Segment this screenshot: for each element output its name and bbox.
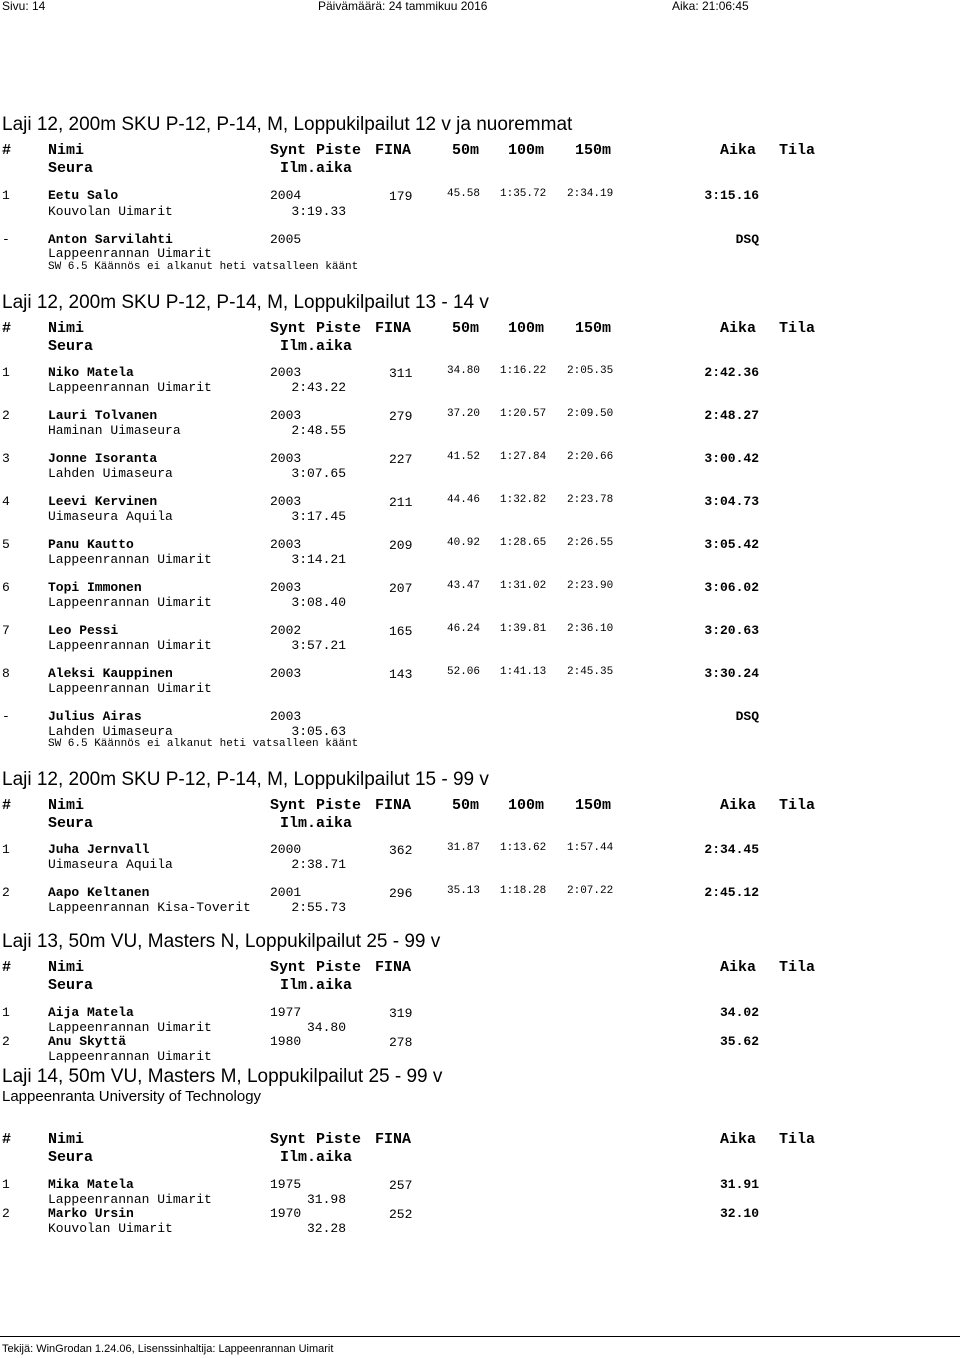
split-100m: 1:16.22 [500,365,547,377]
birth-year: 2003 [270,494,302,509]
fina-points: 227 [389,452,413,467]
col-header-entry-time: Ilm.aika [280,1149,353,1166]
club-name: Uimaseura Aquila [48,857,173,872]
event-subtitle: Lappeenranta University of Technology [2,1088,262,1105]
col-header-club: Seura [48,338,94,355]
swimmer-name: Julius Airas [48,709,142,724]
entry-time: 31.98 [306,1192,346,1207]
disqualified-status: DSQ [735,232,759,247]
fina-points: 209 [389,538,413,553]
club-name: Uimaseura Aquila [48,509,173,524]
event-title: Laji 14, 50m VU, Masters M, Loppukilpailut 25 - 99 v [2,1066,443,1087]
final-time: 35.62 [719,1034,759,1049]
birth-year: 1975 [270,1177,302,1192]
birth-year: 1980 [270,1034,302,1049]
birth-year: 2003 [270,365,302,380]
swimmer-name: Marko Ursin [48,1206,134,1221]
final-time: 2:45.12 [704,885,759,900]
split-150m: 2:45.35 [567,666,614,678]
disqualification-note: SW 6.5 Käännös ei alkanut heti vatsalleen käänt [48,738,359,750]
col-header-entry-time: Ilm.aika [280,338,353,355]
final-time: 3:05.42 [704,537,759,552]
col-header-points: Piste [316,320,362,337]
col-header-time: Aika [720,320,757,337]
footer-divider [0,1336,960,1337]
col-header-status: Tila [779,1131,816,1148]
final-time: 2:48.27 [704,408,759,423]
col-header-status: Tila [779,959,816,976]
col-header-rank: # [2,142,12,159]
swimmer-name: Juha Jernvall [48,842,150,857]
col-header-split-50: 50m [452,142,480,159]
entry-time: 2:55.73 [291,900,346,915]
birth-year: 2004 [270,188,302,203]
split-150m: 2:09.50 [567,408,614,420]
fina-points: 296 [389,886,413,901]
swimmer-name: Niko Matela [48,365,134,380]
split-50m: 34.80 [447,365,481,377]
col-header-rank: # [2,320,12,337]
split-150m: 2:20.66 [567,451,614,463]
entry-time: 3:19.33 [291,204,346,219]
split-100m: 1:18.28 [500,885,547,897]
split-50m: 43.47 [447,580,481,592]
club-name: Kouvolan Uimarit [48,1221,173,1236]
split-100m: 1:41.13 [500,666,547,678]
col-header-year: Synt [270,320,307,337]
entry-time: 2:48.55 [291,423,346,438]
fina-points: 179 [389,189,413,204]
split-100m: 1:13.62 [500,842,547,854]
report-time: Aika: 21:06:45 [672,0,749,13]
result-rank: 1 [2,1177,10,1192]
fina-points: 252 [389,1207,413,1222]
swimmer-name: Aija Matela [48,1005,134,1020]
col-header-rank: # [2,959,12,976]
result-rank: 1 [2,188,10,203]
col-header-entry-time: Ilm.aika [280,160,353,177]
result-rank: 2 [2,1206,10,1221]
result-rank: 8 [2,666,10,681]
club-name: Lappeenrannan Kisa-Toverit [48,900,251,915]
split-50m: 46.24 [447,623,481,635]
split-150m: 2:34.19 [567,188,614,200]
split-150m: 2:26.55 [567,537,614,549]
col-header-year: Synt [270,959,307,976]
col-header-points: Piste [316,959,362,976]
col-header-time: Aika [720,1131,757,1148]
birth-year: 2003 [270,537,302,552]
event-title: Laji 12, 200m SKU P-12, P-14, M, Loppukilpailut 13 - 14 v [2,292,489,313]
col-header-year: Synt [270,142,307,159]
birth-year: 2003 [270,451,302,466]
footer-text: Tekijä: WinGrodan 1.24.06, Lisenssinhaltija: Lappeenrannan Uimarit [2,1343,334,1355]
col-header-split-100: 100m [508,142,545,159]
swimmer-name: Aapo Keltanen [48,885,150,900]
col-header-name: Nimi [48,320,85,337]
col-header-time: Aika [720,797,757,814]
final-time: 3:20.63 [704,623,759,638]
entry-time: 32.28 [306,1221,346,1236]
birth-year: 2005 [270,232,302,247]
col-header-club: Seura [48,1149,94,1166]
col-header-year: Synt [270,797,307,814]
result-rank: 5 [2,537,10,552]
swimmer-name: Jonne Isoranta [48,451,158,466]
fina-points: 207 [389,581,413,596]
swimmer-name: Leevi Kervinen [48,494,158,509]
club-name: Lappeenrannan Uimarit [48,681,212,696]
fina-points: 319 [389,1006,413,1021]
fina-points: 211 [389,495,413,510]
col-header-club: Seura [48,977,94,994]
entry-time: 3:14.21 [291,552,346,567]
club-name: Kouvolan Uimarit [48,204,173,219]
split-100m: 1:28.65 [500,537,547,549]
birth-year: 1977 [270,1005,302,1020]
swimmer-name: Panu Kautto [48,537,134,552]
final-time: 31.91 [719,1177,759,1192]
birth-year: 2003 [270,666,302,681]
event-title: Laji 12, 200m SKU P-12, P-14, M, Loppukilpailut 15 - 99 v [2,769,489,790]
entry-time: 3:17.45 [291,509,346,524]
split-50m: 45.58 [447,188,481,200]
split-50m: 31.87 [447,842,481,854]
swimmer-name: Topi Immonen [48,580,142,595]
col-header-split-50: 50m [452,797,480,814]
result-rank: 6 [2,580,10,595]
final-time: 34.02 [719,1005,759,1020]
result-rank: 2 [2,1034,10,1049]
club-name: Lappeenrannan Uimarit [48,1192,212,1207]
disqualification-note: SW 6.5 Käännös ei alkanut heti vatsalleen käänt [48,261,359,273]
col-header-rank: # [2,1131,12,1148]
entry-time: 3:07.65 [291,466,346,481]
col-header-entry-time: Ilm.aika [280,977,353,994]
result-rank: - [2,232,10,247]
entry-time: 34.80 [306,1020,346,1035]
split-100m: 1:39.81 [500,623,547,635]
split-150m: 2:23.78 [567,494,614,506]
entry-time: 2:38.71 [291,857,346,872]
split-150m: 2:05.35 [567,365,614,377]
birth-year: 2001 [270,885,302,900]
club-name: Lappeenrannan Uimarit [48,552,212,567]
club-name: Lappeenrannan Uimarit [48,595,212,610]
club-name: Lahden Uimaseura [48,466,173,481]
col-header-fina: FINA [375,142,412,159]
col-header-fina: FINA [375,320,412,337]
swimmer-name: Mika Matela [48,1177,134,1192]
col-header-points: Piste [316,142,362,159]
col-header-status: Tila [779,797,816,814]
split-50m: 35.13 [447,885,481,897]
split-50m: 41.52 [447,451,481,463]
fina-points: 278 [389,1035,413,1050]
col-header-name: Nimi [48,959,85,976]
result-rank: 2 [2,408,10,423]
col-header-points: Piste [316,1131,362,1148]
entry-time: 3:05.63 [291,724,346,739]
fina-points: 279 [389,409,413,424]
event-title: Laji 13, 50m VU, Masters N, Loppukilpailut 25 - 99 v [2,931,441,952]
final-time: 32.10 [719,1206,759,1221]
split-100m: 1:35.72 [500,188,547,200]
col-header-split-100: 100m [508,797,545,814]
fina-points: 311 [389,366,413,381]
birth-year: 2003 [270,408,302,423]
col-header-status: Tila [779,142,816,159]
entry-time: 2:43.22 [291,380,346,395]
club-name: Haminan Uimaseura [48,423,181,438]
result-rank: 1 [2,365,10,380]
col-header-rank: # [2,797,12,814]
event-title: Laji 12, 200m SKU P-12, P-14, M, Loppukilpailut 12 v ja nuoremmat [2,114,573,135]
col-header-name: Nimi [48,1131,85,1148]
col-header-split-50: 50m [452,320,480,337]
disqualified-status: DSQ [735,709,759,724]
split-100m: 1:32.82 [500,494,547,506]
col-header-name: Nimi [48,797,85,814]
final-time: 3:30.24 [704,666,759,681]
club-name: Lappeenrannan Uimarit [48,1020,212,1035]
col-header-points: Piste [316,797,362,814]
split-150m: 2:36.10 [567,623,614,635]
swimmer-name: Anton Sarvilahti [48,232,173,247]
club-name: Lappeenrannan Uimarit [48,380,212,395]
col-header-split-150: 150m [575,142,612,159]
result-rank: 1 [2,842,10,857]
col-header-time: Aika [720,959,757,976]
col-header-split-150: 150m [575,797,612,814]
split-50m: 44.46 [447,494,481,506]
entry-time: 3:08.40 [291,595,346,610]
swimmer-name: Anu Skyttä [48,1034,127,1049]
final-time: 2:42.36 [704,365,759,380]
split-50m: 40.92 [447,537,481,549]
club-name: Lappeenrannan Uimarit [48,246,212,261]
final-time: 3:06.02 [704,580,759,595]
final-time: 2:34.45 [704,842,759,857]
split-150m: 2:07.22 [567,885,614,897]
col-header-split-150: 150m [575,320,612,337]
swimmer-name: Eetu Salo [48,188,119,203]
col-header-entry-time: Ilm.aika [280,815,353,832]
result-rank: 2 [2,885,10,900]
col-header-fina: FINA [375,959,412,976]
birth-year: 1970 [270,1206,302,1221]
birth-year: 2003 [270,580,302,595]
swimmer-name: Aleksi Kauppinen [48,666,173,681]
fina-points: 257 [389,1178,413,1193]
fina-points: 362 [389,843,413,858]
split-50m: 52.06 [447,666,481,678]
col-header-name: Nimi [48,142,85,159]
birth-year: 2003 [270,709,302,724]
swimmer-name: Lauri Tolvanen [48,408,158,423]
final-time: 3:04.73 [704,494,759,509]
result-rank: 4 [2,494,10,509]
split-100m: 1:20.57 [500,408,547,420]
split-100m: 1:27.84 [500,451,547,463]
result-rank: 7 [2,623,10,638]
report-date: Päivämäärä: 24 tammikuu 2016 [318,0,488,13]
birth-year: 2000 [270,842,302,857]
fina-points: 165 [389,624,413,639]
result-rank: - [2,709,10,724]
col-header-year: Synt [270,1131,307,1148]
split-150m: 1:57.44 [567,842,614,854]
entry-time: 3:57.21 [291,638,346,653]
col-header-club: Seura [48,815,94,832]
split-100m: 1:31.02 [500,580,547,592]
final-time: 3:15.16 [704,188,759,203]
club-name: Lahden Uimaseura [48,724,173,739]
result-rank: 1 [2,1005,10,1020]
split-50m: 37.20 [447,408,481,420]
result-rank: 3 [2,451,10,466]
final-time: 3:00.42 [704,451,759,466]
swimmer-name: Leo Pessi [48,623,119,638]
col-header-split-100: 100m [508,320,545,337]
col-header-status: Tila [779,320,816,337]
col-header-fina: FINA [375,797,412,814]
col-header-club: Seura [48,160,94,177]
col-header-time: Aika [720,142,757,159]
club-name: Lappeenrannan Uimarit [48,1049,212,1064]
club-name: Lappeenrannan Uimarit [48,638,212,653]
split-150m: 2:23.90 [567,580,614,592]
col-header-fina: FINA [375,1131,412,1148]
fina-points: 143 [389,667,413,682]
page-number: Sivu: 14 [2,0,46,13]
birth-year: 2002 [270,623,302,638]
